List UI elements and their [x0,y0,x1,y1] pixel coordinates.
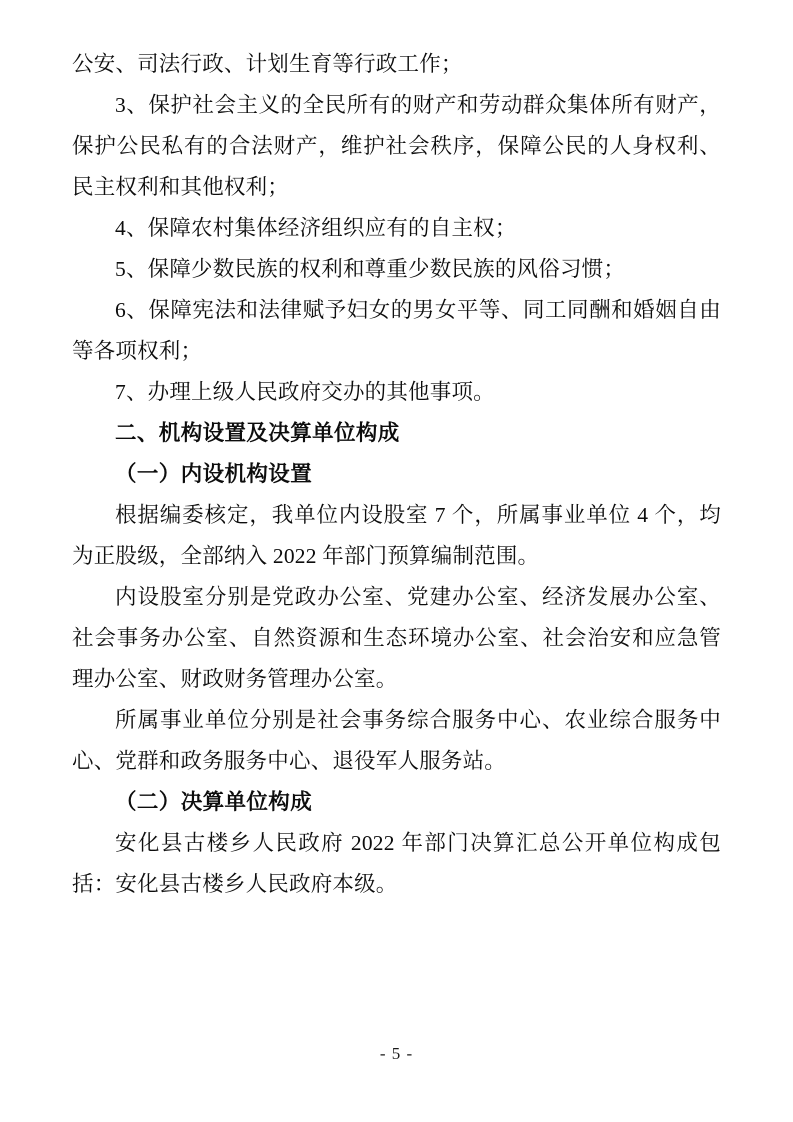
section-heading-two: 二、机构设置及决算单位构成 [115,421,400,445]
paragraph-org-3: 所属事业单位分别是社会事务综合服务中心、农业综合服务中心、党群和政务服务中心、退役军人服务站。 [72,708,721,773]
paragraph-continued: 公安、司法行政、计划生育等行政工作； [72,52,463,76]
document-body [72,44,721,905]
subsection-heading-two: （二）决算单位构成 [115,790,313,814]
paragraph-unit-1: 安化县古楼乡人民政府 2022 年部门决算汇总公开单位构成包括：安化县古楼乡人民政府本级。 [72,831,721,896]
paragraph-item-3: 3、保护社会主义的全民所有的财产和劳动群众集体所有财产，保护公民私有的合法财产，维护社会秩序，保障公民的人身权利、民主权利和其他权利； [72,93,721,199]
paragraph-org-2: 内设股室分别是党政办公室、党建办公室、经济发展办公室、社会事务办公室、自然资源和生态环境办公室、社会治安和应急管理办公室、财政财务管理办公室。 [72,585,721,691]
paragraph-item-7: 7、办理上级人民政府交办的其他事项。 [115,380,495,404]
paragraph-item-4: 4、保障农村集体经济组织应有的自主权； [115,216,517,240]
subsection-heading-one: （一）内设机构设置 [115,462,313,486]
paragraph-item-5: 5、保障少数民族的权利和尊重少数民族的风俗习惯； [115,257,626,281]
page-number-footer: - 5 - [379,1044,414,1063]
paragraph-item-6: 6、保障宪法和法律赋予妇女的男女平等、同工同酬和婚姻自由等各项权利； [72,298,721,363]
paragraph-org-1: 根据编委核定，我单位内设股室 7 个，所属事业单位 4 个，均为正股级，全部纳入 2022 年部门预算编制范围。 [72,503,721,568]
